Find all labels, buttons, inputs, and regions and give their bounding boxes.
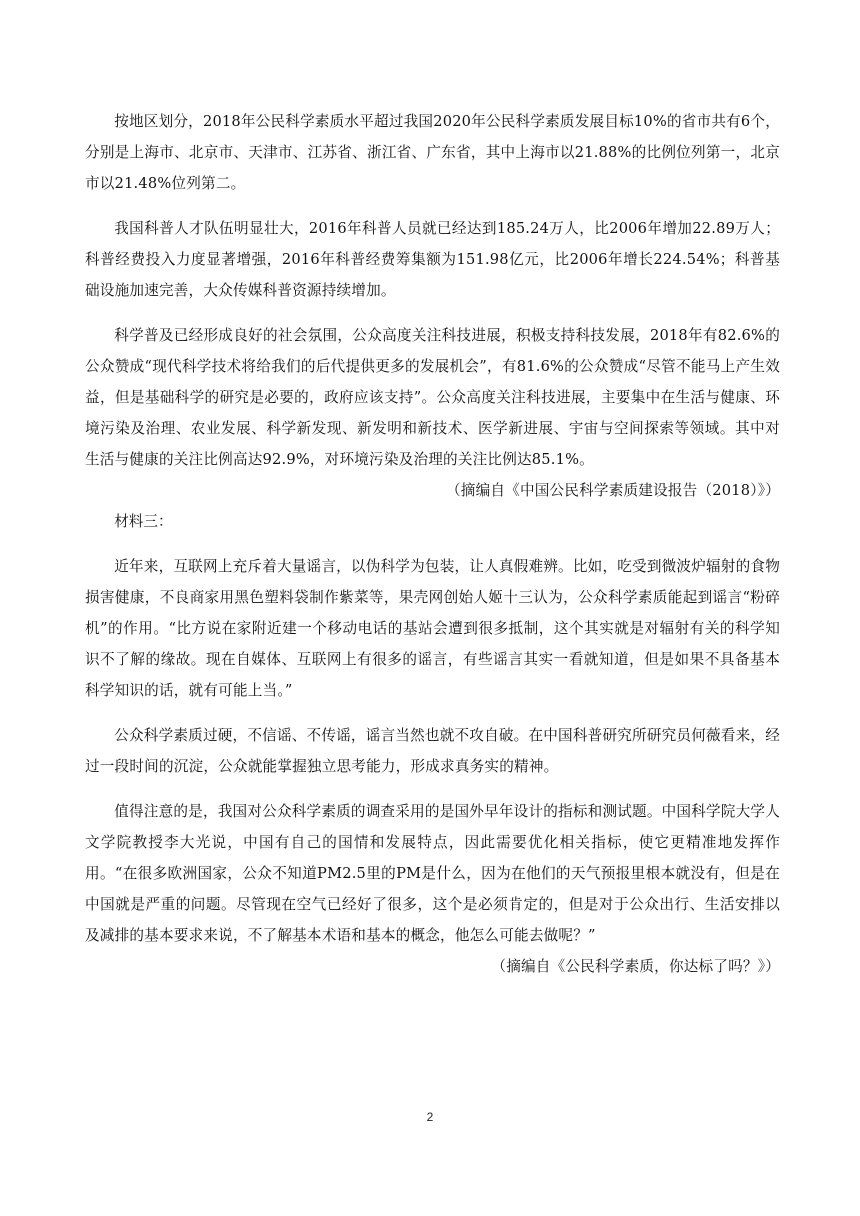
source-citation-report: （摘编自《中国公民科学素质建设报告（2018）》） <box>445 482 780 499</box>
paragraph-rumor-resistance: 公众科学素质过硬，不信谣、不传谣，谣言当然也就不攻自破。在中国科普研究所研究员何薇看来，经过一段时间的沉淀，公众就能掌握独立思考能力，形成求真务实的精神。 <box>85 727 780 775</box>
section-heading-material-three: 材料三： <box>114 513 173 530</box>
page-number: 2 <box>426 1110 434 1124</box>
paragraph-regional-ranking: 按地区划分，2018年公民科学素质水平超过我国2020年公民科学素质发展目标10%的省市共有6个，分别是上海市、北京市、天津市、江苏省、浙江省、广东省，其中上海市以21.88%的比例位列第一，北京市以21.48%位列第二。 <box>85 113 780 192</box>
document-body <box>85 106 780 982</box>
source-citation-article: （摘编自《公民科学素质，你达标了吗？》） <box>491 958 780 975</box>
paragraph-online-rumors: 近年来，互联网上充斥着大量谣言，以伪科学为包装，让人真假难辨。比如，吃受到微波炉辐射的食物损害健康，不良商家用黑色塑料袋制作紫菜等，果壳网创始人姬十三认为，公众科学素质能起到谣言“粉碎机”的作用。“比方说在家附近建一个移动电话的基站会遭到很多抵制，这个其实就是对辐射有关的科学知识不了解的缘故。现在自媒体、互联网上有很多的谣言，有些谣言其实一看就知道，但是如果不具备基本科学知识的话，就有可能上当。” <box>85 558 780 699</box>
paragraph-social-atmosphere: 科学普及已经形成良好的社会氛围，公众高度关注科技进展，积极支持科技发展，2018年有82.6%的公众赞成“现代科学技术将给我们的后代提供更多的发展机会”，有81.6%的公众赞成“尽管不能马上产生效益，但是基础科学的研究是必要的，政府应该支持”。公众高度关注科技进展，主要集中在生活与健康、环境污染及治理、农业发展、科学新发现、新发明和新技术、医学新进展、宇宙与空间探索等领域。其中对生活与健康的关注比例高达92.9%，对环境污染及治理的关注比例达85.1%。 <box>85 327 780 468</box>
paragraph-science-personnel: 我国科普人才队伍明显壮大，2016年科普人员就已经达到185.24万人，比2006年增加22.89万人；科普经费投入力度显著增强，2016年科普经费筹集额为151.98亿元，比2006年增长224.54%；科普基础设施加速完善，大众传媒科普资源持续增加。 <box>85 220 780 299</box>
paragraph-survey-indicators: 值得注意的是，我国对公众科学素质的调查采用的是国外早年设计的指标和测试题。中国科学院大学人文学院教授李大光说，中国有自己的国情和发展特点，因此需要优化相关指标，使它更精准地发挥作用。“在很多欧洲国家，公众不知道PM2.5里的PM是什么，因为在他们的天气预报里根本就没有，但是在中国就是严重的问题。尽管现在空气已经好了很多，这个是必须肯定的，但是对于公众出行、生活安排以及减排的基本要求来说，不了解基本术语和基本的概念，他怎么可能去做呢？” <box>85 803 780 944</box>
